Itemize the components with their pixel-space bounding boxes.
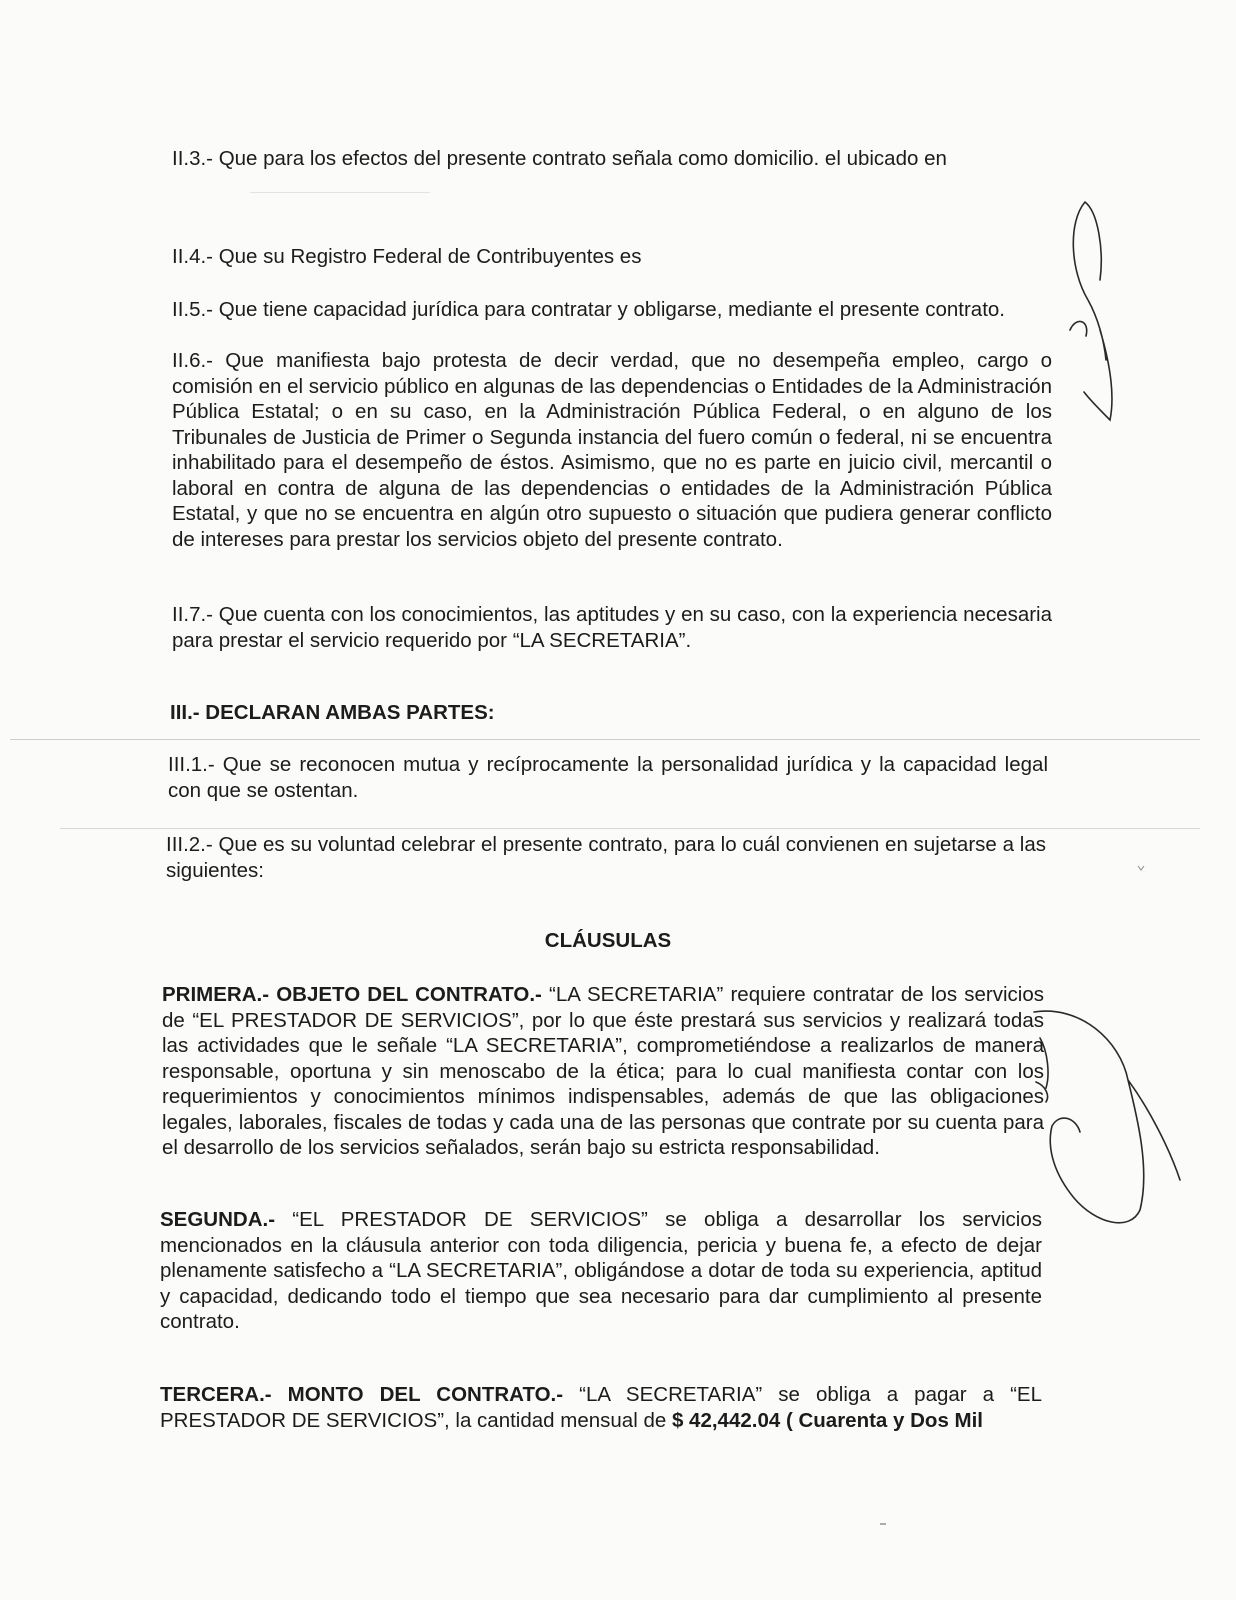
clausulas-heading: CLÁUSULAS bbox=[544, 929, 672, 952]
clause-segunda-label: SEGUNDA.- bbox=[160, 1208, 276, 1231]
declaration-ii4: II.4.- Que su Registro Federal de Contribuyentes es bbox=[172, 245, 642, 268]
scan-artifact-line bbox=[250, 192, 430, 193]
clause-tercera-label: TERCERA.- MONTO DEL CONTRATO.- bbox=[160, 1383, 564, 1406]
clause-tercera-amount: $ 42,442.04 ( Cuarenta y Dos Mil bbox=[671, 1408, 984, 1432]
clause-tercera bbox=[160, 1382, 1042, 1433]
declaration-ii6: II.6.- Que manifiesta bajo protesta de decir verdad, que no desempeña empleo, cargo o comisión en el servicio público en algunas de las dependencias o Entidades de la Administración Pública Estatal; o en su caso, en la Administración Pública Federal, o en alguno de los Tribunales de Justicia de Primer o Segunda instancia del fuero común o federal, ni se encuentra inhabilitado para el desempeño de éstos. Asimismo, que no es parte en juicio civil, mercantil o laboral en contra de alguna de las dependencias o entidades de la Administración Pública Estatal, y que no se encuentra en algún otro supuesto o situación que pudiera generar conflicto de intereses para prestar los servicios objeto del presente contrato. bbox=[172, 349, 1052, 551]
declaration-iii1: III.1.- Que se reconocen mutua y recíprocamente la personalidad jurídica y la capacidad legal con que se ostentan. bbox=[168, 753, 1048, 802]
signature-stroke-lower bbox=[1034, 1011, 1180, 1223]
declaration-ii3: II.3.- Que para los efectos del presente contrato señala como domicilio. el ubicado en bbox=[172, 147, 947, 170]
scan-artifact-line bbox=[10, 739, 1200, 740]
scan-artifact-line bbox=[60, 828, 1200, 829]
clause-primera bbox=[162, 982, 1044, 1161]
section-iii-heading: III.- DECLARAN AMBAS PARTES: bbox=[170, 701, 495, 724]
clause-tercera-text: “LA SECRETARIA” se obliga a pagar a “EL PRESTADOR DE SERVICIOS”, la cantidad mensual de bbox=[160, 1383, 1042, 1432]
clause-segunda bbox=[160, 1207, 1042, 1335]
signature-stroke-upper bbox=[1070, 202, 1112, 420]
clause-segunda-text: “EL PRESTADOR DE SERVICIOS” se obliga a desarrollar los servicios mencionados en la cláusula anterior con toda diligencia, pericia y buena fe, a efecto de dejar plenamente satisfecho a “LA SECRETARIA”, obligándose a dotar de toda su experiencia, aptitud y capacidad, dedicando todo el tiempo que sea necesario para dar cumplimiento al presente contrato. bbox=[160, 1208, 1042, 1333]
scan-speck bbox=[1138, 866, 1144, 870]
clause-primera-label: PRIMERA.- OBJETO DEL CONTRATO.- bbox=[162, 983, 542, 1006]
clause-primera-text: “LA SECRETARIA” requiere contratar de los servicios de “EL PRESTADOR DE SERVICIOS”, por lo que éste prestará sus servicios y realizará todas las actividades que le señale “LA SECRETARIA”, comprometiéndose a realizarlos de manera responsable, oportuna y sin menoscabo de la ética; para lo cual manifiesta contar con los requerimientos y conocimientos mínimos indispensables, además de que las obligaciones legales, laborales, fiscales de todas y cada una de las personas que contrate por su cuenta para el desarrollo de los servicios señalados, serán bajo su estricta responsabilidad. bbox=[162, 983, 1044, 1159]
declaration-iii2: III.2.- Que es su voluntad celebrar el presente contrato, para lo cuál convienen en sujetarse a las siguientes: bbox=[166, 833, 1046, 882]
declaration-ii7: II.7.- Que cuenta con los conocimientos, las aptitudes y en su caso, con la experiencia necesaria para prestar el servicio requerido por “LA SECRETARIA”. bbox=[172, 603, 1052, 652]
declaration-ii5: II.5.- Que tiene capacidad jurídica para contratar y obligarse, mediante el presente contrato. bbox=[172, 298, 1006, 321]
